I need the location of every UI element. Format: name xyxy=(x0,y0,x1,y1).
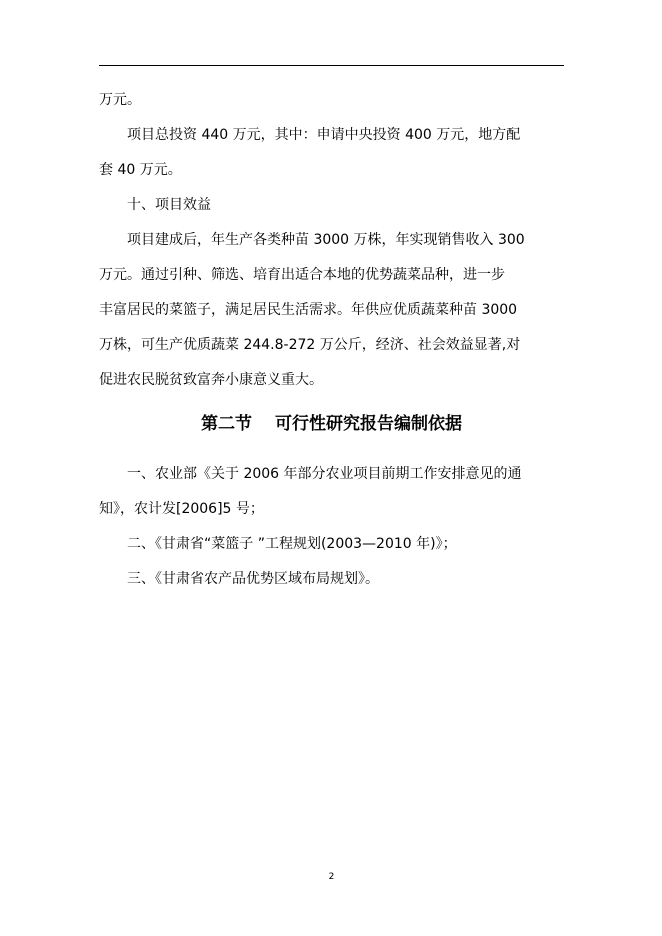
body-line: 二、《甘肃省“菜篮子 ”工程规划(2003—2010 年)》； xyxy=(99,536,457,552)
body-line: 万株，可生产优质蔬菜 244.8-272 万公斤，经济、社会效益显著,对 xyxy=(99,337,521,353)
section-heading: 第二节 可行性研究报告编制依据 xyxy=(201,414,462,434)
body-line: 丰富居民的菜篮子，满足居民生活需求。年供应优质蔬菜种苗 3000 xyxy=(99,302,518,318)
page-number: 2 xyxy=(328,872,335,882)
body-line: 万元。通过引种、筛选、培育出适合本地的优势蔬菜品种，进一步 xyxy=(99,267,505,283)
body-line: 三、《甘肃省农产品优势区域布局规划》。 xyxy=(99,571,379,587)
body-line: 知》，农计发[2006]5 号； xyxy=(99,501,264,517)
body-line: 套 40 万元。 xyxy=(99,162,182,178)
body-line: 万元。 xyxy=(99,92,141,108)
body-line: 项目建成后，年生产各类种苗 3000 万株，年实现销售收入 300 xyxy=(99,232,525,248)
body-line: 一、农业部《关于 2006 年部分农业项目前期工作安排意见的通 xyxy=(99,466,522,482)
header-rule xyxy=(99,65,564,66)
body-line: 促进农民脱贫致富奔小康意义重大。 xyxy=(99,372,323,388)
subsection-heading: 十、项目效益 xyxy=(99,197,211,213)
body-line: 项目总投资 440 万元，其中：申请中央投资 400 万元，地方配 xyxy=(99,127,521,143)
